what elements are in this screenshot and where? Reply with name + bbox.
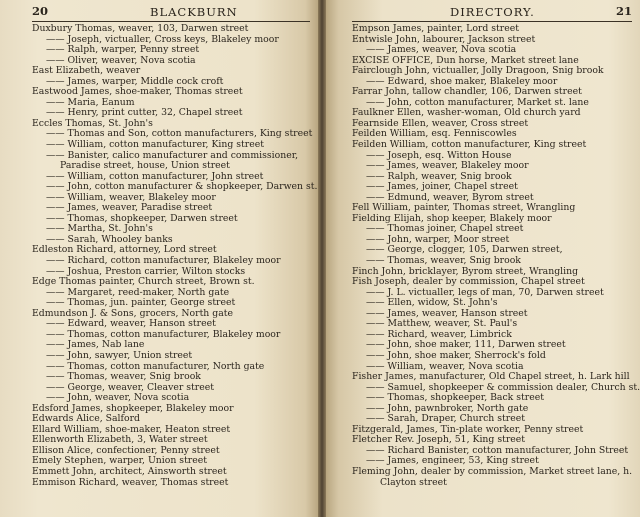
directory-entry: Empson James, painter, Lord street [352,23,519,34]
right-page-header [352,4,632,20]
directory-entry: Feilden William, esq. Fenniscowles [352,128,517,140]
directory-entry: —— James, warper, Middle cock croft [46,75,224,87]
right-directory-list [352,23,640,488]
directory-entry: —— Ralph, weaver, Snig brook [366,170,512,182]
directory-entry: Emmison Richard, weaver, Thomas street [32,476,229,488]
directory-entry: —— Margaret, reed-maker, North gate [46,286,230,298]
directory-entry: Clayton street [380,476,447,488]
right-page-number: 21 [615,4,632,18]
directory-entry: Paradise street, house, Union street [60,160,230,172]
book-gutter [318,0,326,517]
left-directory-list [32,23,318,488]
directory-entry: —— J. L. victualler, legs of man, 70, Darwen street [366,286,604,298]
directory-entry: Eccles Thomas, St. John's [32,117,153,129]
directory-entry: —— James, Nab lane [46,339,145,351]
directory-entry: Eastwood James, shoe-maker, Thomas street [32,86,243,98]
directory-entry: Fairclough John, victualler, Jolly Dragoon, Snig brook [352,65,604,77]
directory-entry: Fell William, painter, Thomas street, Wrangling [352,202,576,214]
directory-entry: East Elizabeth, weaver [32,65,141,77]
directory-entry: Ellenworth Elizabeth, 3, Water street [32,434,208,446]
directory-entry: —— James, weaver, Blakeley moor [366,160,529,172]
directory-entry: Edwards Alice, Salford [32,413,140,425]
left-page-number: 20 [32,4,49,18]
directory-entry: —— Thomas, shopkeeper, Back street [366,392,544,404]
left-running-head: BLACKBURN [150,5,238,19]
directory-entry: Fielding Elijah, shop keeper, Blakely moor [352,212,552,224]
left-page-header [32,4,310,20]
directory-entry: —— Thomas, shopkeeper, Darwen street [46,212,238,224]
directory-entry: —— Thomas, weaver, Snig brook [366,255,521,267]
directory-entry: —— Thomas, jun. painter, George street [46,297,236,309]
directory-entry: —— Samuel, shopkeeper & commission dealer, Church st. [366,381,640,393]
directory-entry: —— Thomas, cotton manufacturer, Blakeley moor [46,328,281,340]
directory-entry: Ellison Alice, confectioner, Penny street [32,444,220,456]
directory-entry: —— Edmund, weaver, Byrom street [366,191,534,203]
directory-entry: —— John, pawnbroker, North gate [366,402,529,414]
directory-entry: —— Sarah, Whooley banks [46,233,173,245]
directory-entry: —— Thomas and Son, cotton manufacturers, King street [46,128,313,140]
directory-entry: —— John, cotton manufacturer & shopkeeper, Darwen st. [46,181,318,193]
directory-entry: —— Richard, weaver, Limbrick [366,328,512,340]
directory-entry: —— William, cotton manufacturer, King street [46,139,264,151]
directory-entry: —— Richard, cotton manufacturer, Blakeley moor [46,255,281,267]
directory-entry: Fitzgerald, James, Tin-plate worker, Penny street [352,423,584,435]
directory-entry: Farrar John, tallow chandler, 106, Darwen street [352,86,582,98]
directory-entry: Ellard William, shoe-maker, Heaton street [32,423,231,435]
directory-entry: —— William, weaver, Blakeley moor [46,191,216,203]
directory-entry: —— Matthew, weaver, St. Paul's [366,318,518,330]
directory-entry: —— Edward, weaver, Hanson street [46,318,216,330]
directory-entry: —— Joshua, Preston carrier, Wilton stocks [46,265,246,277]
directory-entry: —— Thomas, weaver, Snig brook [46,371,201,383]
directory-entry: —— Ellen, widow, St. John's [366,297,498,309]
directory-entry: —— William, cotton manufacturer, John street [46,170,264,182]
directory-entry: —— Joseph, victualler, Cross keys, Blakeley moor [46,33,279,45]
directory-entry: Entwisle John, labourer, Jackson street [352,33,536,45]
directory-entry: —— James, weaver, Nova scotia [366,44,517,56]
directory-entry: —— James, weaver, Hanson street [366,307,528,319]
directory-entry: —— Henry, print cutter, 32, Chapel street [46,107,243,119]
left-page [0,0,318,517]
directory-entry: —— John, cotton manufacturer, Market st. lane [366,96,589,108]
directory-entry: —— Thomas joiner, Chapel street [366,223,524,235]
directory-entry: Edsford James, shopkeeper, Blakeley moor [32,402,234,414]
directory-entry: —— John, sawyer, Union street [46,349,193,361]
directory-entry: Finch John, bricklayer, Byrom street, Wrangling [352,265,579,277]
directory-entry: —— George, weaver, Cleaver street [46,381,214,393]
directory-entry: Fletcher Rev. Joseph, 51, King street [352,434,526,446]
directory-entry: Fearnside Ellen, weaver, Cross street [352,117,529,129]
directory-entry: EXCISE OFFICE, Dun horse, Market street lane [352,54,579,66]
directory-entry: Edmundson J. & Sons, grocers, North gate [32,307,233,319]
directory-entry: Duxbury Thomas, weaver, 103, Darwen street [32,23,249,34]
left-header-rule [32,21,310,22]
directory-entry: —— Thomas, cotton manufacturer, North gate [46,360,265,372]
directory-entry: —— John, shoe maker, Sherrock's fold [366,349,546,361]
directory-entry: —— John, warper, Moor street [366,233,510,245]
directory-entry: —— Banister, calico manufacturer and commissioner, [46,149,299,161]
directory-entry: —— George, clogger, 105, Darwen street, [366,244,563,256]
directory-entry: —— William, weaver, Nova scotia [366,360,524,372]
directory-entry: —— John, weaver, Nova scotia [46,392,190,404]
directory-entry: —— James, joiner, Chapel street [366,181,518,193]
directory-entry: Fleming John, dealer by commission, Market street lane, h. [352,465,633,477]
directory-entry: Feilden William, cotton manufacturer, King street [352,139,587,151]
directory-entry: Faulkner Ellen, washer-woman, Old church yard [352,107,581,119]
directory-entry: —— James, engineer, 53, King street [366,455,539,467]
directory-entry: —— James, weaver, Paradise street [46,202,213,214]
directory-entry: Edleston Richard, attorney, Lord street [32,244,217,256]
directory-entry: —— Ralph, warper, Penny street [46,44,200,56]
directory-entry: —— Sarah, Draper, Church street [366,413,525,425]
right-header-rule [352,21,632,22]
directory-entry: —— Richard Banister, cotton manufacturer, John Street [366,444,629,456]
directory-entry: —— Edward, shoe maker, Blakeley moor [366,75,558,87]
directory-entry: Edge Thomas painter, Church street, Brown st. [32,276,255,288]
directory-entry: Emely Stephen, warper, Union street [32,455,207,467]
directory-entry: Emmett John, architect, Ainsworth street [32,465,227,477]
directory-entry: —— Maria, Eanum [46,96,135,108]
directory-entry: —— Joseph, esq. Witton House [366,149,512,161]
right-running-head: DIRECTORY. [450,5,535,19]
directory-entry: —— Martha, St. John's [46,223,153,235]
directory-entry: Fisher James, manufacturer, Old Chapel street, h. Lark hill [352,371,630,383]
directory-entry: —— Oliver, weaver, Nova scotia [46,54,196,66]
directory-entry: —— John, shoe maker, 111, Darwen street [366,339,566,351]
directory-entry: Fish Joseph, dealer by commission, Chapel street [352,276,585,288]
right-page [326,0,640,517]
